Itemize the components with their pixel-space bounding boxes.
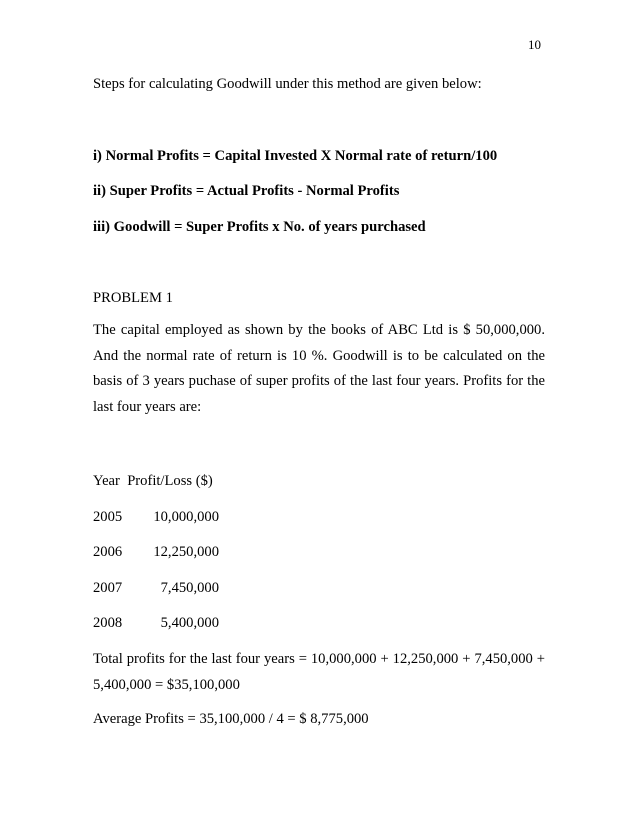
- profit-cell: 12,250,000: [153, 544, 219, 560]
- profit-cell: 5,400,000: [160, 615, 219, 631]
- profit-cell: 7,450,000: [160, 580, 219, 596]
- year-cell: 2006: [93, 544, 123, 560]
- problem-text: The capital employed as shown by the books of ABC Ltd is $ 50,000,000. And the normal rate of return is 10 %. Goodwill is to be calculated on the basis of 3 years puchase of super profits of the last four years. Profits for the last four years are:: [93, 322, 545, 415]
- table-row: [93, 580, 219, 597]
- intro-text: Steps for calculating Goodwill under this method are given below:: [93, 76, 482, 92]
- average-profits-text: Average Profits = 35,100,000 / 4 = $ 8,775,000: [93, 711, 369, 727]
- step-super-profits: ii) Super Profits = Actual Profits - Normal Profits: [93, 183, 400, 199]
- year-cell: 2007: [93, 580, 123, 596]
- step-goodwill: iii) Goodwill = Super Profits x No. of years purchased: [93, 219, 426, 235]
- page-number: 10: [528, 37, 541, 52]
- table-header: Year Profit/Loss ($): [93, 473, 213, 489]
- problem-heading: PROBLEM 1: [93, 290, 173, 306]
- year-cell: 2005: [93, 509, 123, 525]
- total-profits-text: Total profits for the last four years = 10,000,000 + 12,250,000 + 7,450,000 + 5,400,000 = $35,100,000: [93, 651, 545, 693]
- table-row: [93, 509, 219, 526]
- table-row: [93, 615, 219, 632]
- step-normal-profits: i) Normal Profits = Capital Invested X Normal rate of return/100: [93, 148, 498, 164]
- profit-cell: 10,000,000: [153, 509, 219, 525]
- year-cell: 2008: [93, 615, 123, 631]
- table-row: [93, 544, 219, 561]
